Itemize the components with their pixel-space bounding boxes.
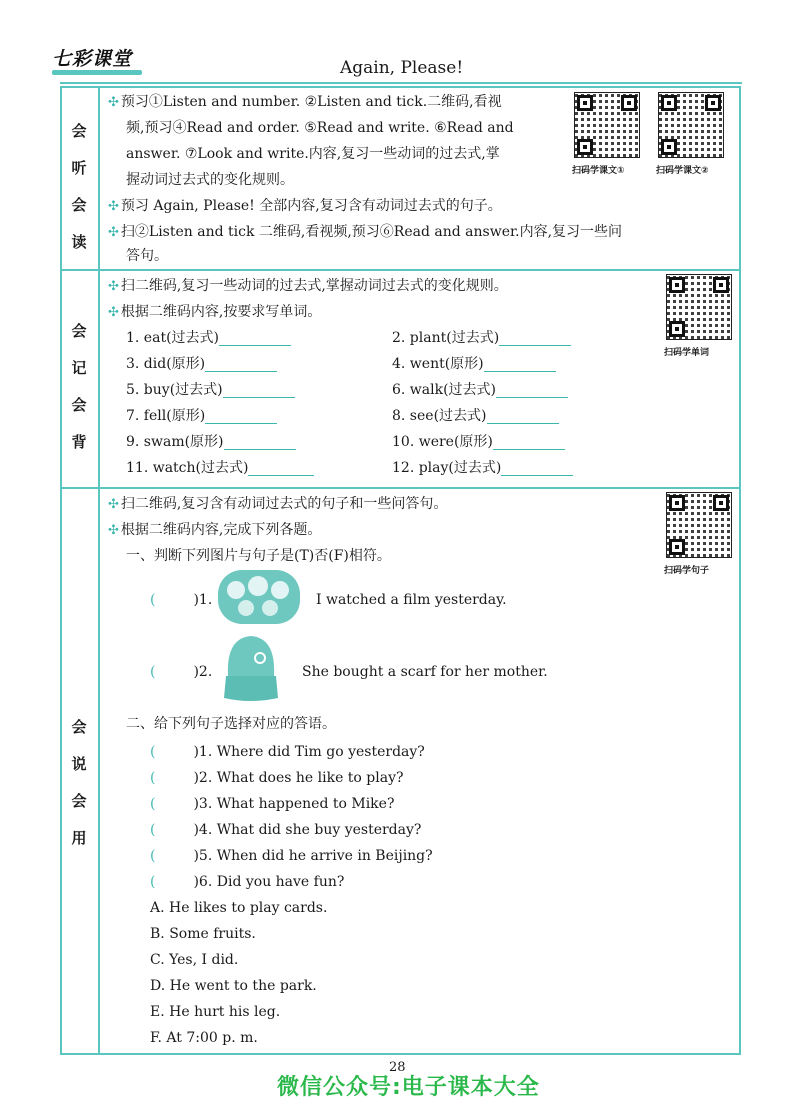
vocab-item: 10. were(原形) [392,434,565,450]
s1-line-4: 握动词过去式的变化规则。 [126,172,294,188]
s2-intro-1: ✣ 扫二维码,复习一些动词的过去式,掌握动词过去式的变化规则。 [108,278,508,294]
qr-code-icon[interactable] [666,492,732,558]
answer-option: F. At 7:00 p. m. [150,1030,258,1046]
qr-caption: 扫码学单词 [664,348,710,358]
s2-intro-2: ✣ 根据二维码内容,按要求写单词。 [108,304,322,320]
answer-paren[interactable]: ( [150,796,156,812]
tf-sentence-2: She bought a scarf for her mother. [302,664,548,680]
vocab-item: 1. eat(过去式) [126,330,291,346]
clover-icon: ✣ [108,279,119,294]
section-divider-1 [60,269,741,271]
section2-label: 会 记 会 背 [71,322,87,451]
qr-code-icon[interactable] [666,274,732,340]
s1-line-3: answer. ⑦Look and write.内容,复习一些动词的过去式,掌 [126,146,500,162]
brand-underline [52,70,142,75]
clover-icon: ✣ [108,305,119,320]
s1-line-6: ✣ 扫②Listen and tick 二维码,看视频,预习⑥Read and answer.内容,复习一些问 [108,224,623,240]
section-divider-2 [60,487,741,489]
answer-paren[interactable]: ( [150,744,156,760]
s1-line-5: ✣ 预习 Again, Please! 全部内容,复习含有动词过去式的句子。 [108,198,502,214]
vocab-item: 2. plant(过去式) [392,330,571,346]
qr-caption: 扫码学句子 [664,566,710,576]
clover-icon: ✣ [108,199,119,214]
page-number: 28 [389,1060,406,1075]
answer-blank[interactable] [484,357,556,372]
qr-code-icon[interactable] [658,92,724,158]
brand-logo: 七彩课堂 [52,48,133,70]
tf-sentence-1: I watched a film yesterday. [316,592,507,608]
qr-caption: 扫码学课文① [572,166,625,176]
s1-line-1: ✣ 预习①Listen and number. ②Listen and tick.二维码,看视 [108,94,502,110]
header-divider [60,82,742,84]
answer-paren[interactable]: ( [150,664,156,680]
vocab-item: 5. buy(过去式) [126,382,295,398]
side-column-divider [98,86,100,1055]
answer-blank[interactable] [219,331,291,346]
vocab-item: 6. walk(过去式) [392,382,568,398]
part1-title: 一、判断下列图片与句子是(T)否(F)相符。 [126,548,391,564]
part2-title: 二、给下列句子选择对应的答语。 [126,716,336,732]
s3-intro-2: ✣ 根据二维码内容,完成下列各题。 [108,522,322,538]
answer-blank[interactable] [499,331,571,346]
question-item: ( )4. What did she buy yesterday? [150,822,422,838]
answer-paren[interactable]: ( [150,592,156,608]
answer-option: B. Some fruits. [150,926,256,942]
vocab-item: 11. watch(过去式) [126,460,314,476]
cap-image [222,632,280,702]
vocab-item: 3. did(原形) [126,356,277,372]
tf-item-1: ( )1. [150,592,213,608]
answer-paren[interactable]: ( [150,770,156,786]
answer-paren[interactable]: ( [150,848,156,864]
clover-icon: ✣ [108,225,119,240]
answer-blank[interactable] [205,409,277,424]
watermark-text: 微信公众号:电子课本大全 [277,1075,540,1100]
answer-option: D. He went to the park. [150,978,317,994]
vocab-item: 12. play(过去式) [392,460,573,476]
answer-blank[interactable] [223,383,295,398]
answer-blank[interactable] [248,461,314,476]
s1-line-7: 答句。 [126,248,168,264]
vocab-item: 7. fell(原形) [126,408,277,424]
vocab-item: 9. swam(原形) [126,434,296,450]
section1-label: 会 听 会 读 [71,122,87,251]
question-item: ( )2. What does he like to play? [150,770,404,786]
answer-option: E. He hurt his leg. [150,1004,281,1020]
clover-icon: ✣ [108,95,119,110]
question-item: ( )3. What happened to Mike? [150,796,395,812]
question-item: ( )1. Where did Tim go yesterday? [150,744,425,760]
tf-item-2: ( )2. [150,664,213,680]
qr-code-icon[interactable] [574,92,640,158]
clover-icon: ✣ [108,497,119,512]
question-item: ( )5. When did he arrive in Beijing? [150,848,433,864]
answer-blank[interactable] [493,435,565,450]
family-photo-image [218,570,300,624]
answer-blank[interactable] [224,435,296,450]
answer-option: C. Yes, I did. [150,952,239,968]
page-title: Again, Please! [340,58,464,78]
qr-caption: 扫码学课文② [656,166,709,176]
question-item: ( )6. Did you have fun? [150,874,345,890]
answer-blank[interactable] [205,357,277,372]
vocab-item: 4. went(原形) [392,356,556,372]
answer-blank[interactable] [487,409,559,424]
section3-label: 会 说 会 用 [71,718,87,847]
answer-blank[interactable] [496,383,568,398]
s3-intro-1: ✣ 扫二维码,复习含有动词过去式的句子和一些问答句。 [108,496,448,512]
answer-option: A. He likes to play cards. [150,900,328,916]
answer-paren[interactable]: ( [150,822,156,838]
vocab-item: 8. see(过去式) [392,408,559,424]
s1-line-2: 频,预习④Read and order. ⑤Read and write. ⑥Read and [126,120,514,136]
answer-blank[interactable] [501,461,573,476]
answer-paren[interactable]: ( [150,874,156,890]
clover-icon: ✣ [108,523,119,538]
